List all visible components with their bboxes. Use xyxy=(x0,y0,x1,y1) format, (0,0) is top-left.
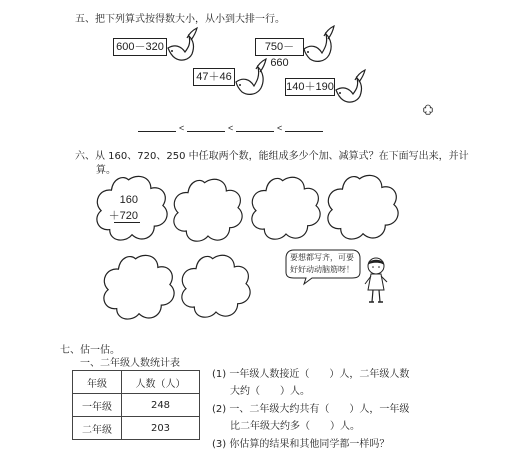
dove-icon xyxy=(333,68,367,108)
expression-box-2: 750－660 xyxy=(255,38,304,56)
example-sum-line xyxy=(114,222,140,223)
dove-icon xyxy=(232,58,268,100)
flower-mark-icon xyxy=(422,104,434,116)
section6-title-line2: 算。 xyxy=(96,165,116,176)
table-cell: 二年级 xyxy=(73,417,122,440)
table-row xyxy=(73,417,200,440)
example-number-top: 160 xyxy=(119,194,138,206)
dove-icon xyxy=(300,25,336,67)
section6-title-line1: 六、从 160、720、250 中任取两个数，能组成多少个加、减算式？在下面写出来，并计 xyxy=(75,151,469,162)
question-2-line1: (2) 一、二年级大约共有（ ）人，一年级 xyxy=(212,404,410,415)
answer-flower-6[interactable] xyxy=(176,252,256,322)
table-header-cell: 人数（人） xyxy=(122,371,200,394)
answer-flower-4[interactable] xyxy=(322,172,404,244)
question-1-line1: (1) 一年级人数接近（ ）人，二年级人数 xyxy=(212,369,410,380)
table-cell: 203 xyxy=(122,417,200,440)
table-row xyxy=(73,394,200,417)
table-cell: 248 xyxy=(122,394,200,417)
less-than-sign: < xyxy=(228,123,234,133)
expression-box-1: 600－320 xyxy=(113,38,167,56)
speech-text-line2: 好好动动脑筋呀！ xyxy=(290,265,354,274)
table-header-row xyxy=(73,371,200,394)
girl-cartoon-icon xyxy=(362,256,390,306)
table-header-cell: 年级 xyxy=(73,371,122,394)
answer-blank-4[interactable] xyxy=(285,131,323,132)
stats-table xyxy=(72,370,200,440)
answer-flower-2[interactable] xyxy=(168,176,248,246)
expression-box-3: 47＋46 xyxy=(193,68,235,86)
section7-title: 七、估一估。 xyxy=(60,345,120,356)
expression-box-4: 140＋190 xyxy=(285,78,335,96)
dove-icon xyxy=(165,26,199,66)
answer-flower-3[interactable] xyxy=(246,174,326,244)
section5-title: 五、把下列算式按得数大小，从小到大排一行。 xyxy=(75,14,285,25)
less-than-sign: < xyxy=(277,123,283,133)
answer-flower-5[interactable] xyxy=(98,252,180,324)
answer-blank-2[interactable] xyxy=(187,131,225,132)
less-than-sign: < xyxy=(179,123,185,133)
speech-text-line1: 要想都写齐，可要 xyxy=(290,253,354,262)
question-3: (3) 你估算的结果和其他同学都一样吗？ xyxy=(212,439,390,450)
table-cell: 一年级 xyxy=(73,394,122,417)
question-2-line2: 比二年级大约多（ ）人。 xyxy=(230,421,360,432)
answer-blank-1[interactable] xyxy=(138,131,176,132)
question-1-line2: 大约（ ）人。 xyxy=(230,386,310,397)
table-caption: 一、二年级人数统计表 xyxy=(80,358,180,369)
answer-blank-3[interactable] xyxy=(236,131,274,132)
example-number-bottom: ＋720 xyxy=(108,210,138,222)
